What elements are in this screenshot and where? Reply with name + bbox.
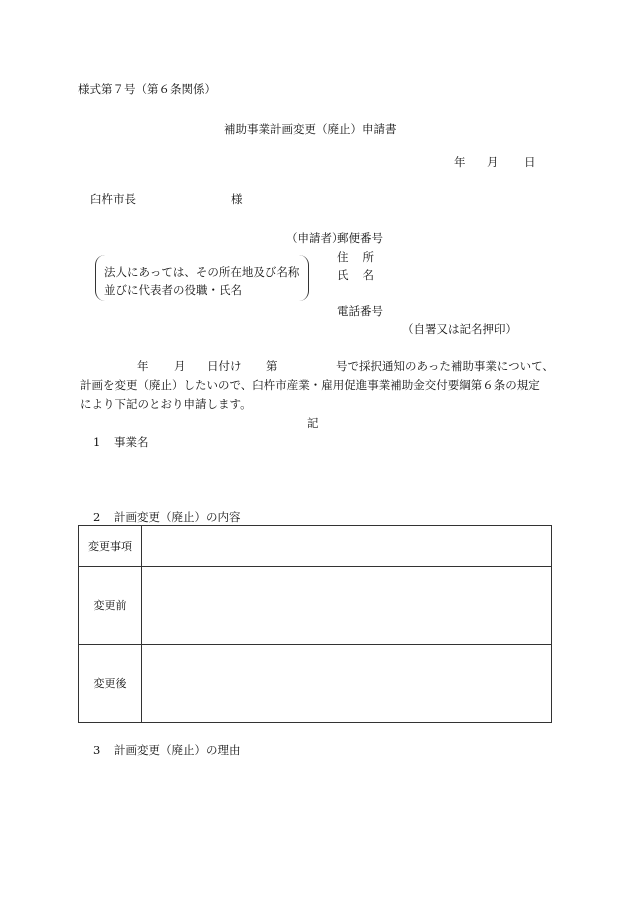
body-month-blank: 月 xyxy=(174,359,186,373)
body-year-blank: 年 xyxy=(137,359,149,373)
ki-heading: 記 xyxy=(307,416,319,430)
document-title: 補助事業計画変更（廃止）申請書 xyxy=(224,122,397,136)
section-heading xyxy=(93,512,241,524)
date-month-label: 月 xyxy=(487,155,499,169)
section-title: 事業名 xyxy=(114,435,149,449)
section-title: 計画変更（廃止）の内容 xyxy=(114,510,241,524)
row-value-cell[interactable] xyxy=(142,645,552,723)
body-number-prefix: 第 xyxy=(266,359,278,373)
signature-note: （自署又は記名押印） xyxy=(402,322,517,336)
body-paragraph-line: 計画を変更（廃止）したいので、臼杵市産業・雇用促進事業補助金交付要綱第６条の規定 xyxy=(80,378,540,392)
section-number: 2 xyxy=(93,510,101,524)
row-value-cell[interactable] xyxy=(142,526,552,567)
address-label: 住所 xyxy=(337,250,388,264)
table-row xyxy=(79,526,552,567)
section-number: 1 xyxy=(93,435,101,449)
section-title: 計画変更（廃止）の理由 xyxy=(114,743,241,757)
row-label: 変更事項 xyxy=(79,526,142,567)
applicant-label: （申請者） xyxy=(286,231,344,245)
body-line1-rest: 号で採択通知のあった補助事業について、 xyxy=(336,359,554,373)
section-heading xyxy=(93,437,149,449)
row-label: 変更前 xyxy=(79,567,142,645)
table-row xyxy=(79,567,552,645)
section-number: 3 xyxy=(93,743,101,757)
date-year-label: 年 xyxy=(454,155,466,169)
body-date-suffix: 日付け xyxy=(207,359,242,373)
corporation-note-line: 法人にあっては、その所在地及び名称 xyxy=(104,265,300,279)
corporation-note-line: 並びに代表者の役職・氏名 xyxy=(104,283,242,297)
body-paragraph-line: により下記のとおり申請します。 xyxy=(80,397,252,411)
table-row xyxy=(79,645,552,723)
name-label: 氏名 xyxy=(337,268,388,282)
row-value-cell[interactable] xyxy=(142,567,552,645)
phone-label: 電話番号 xyxy=(337,304,383,318)
postal-code-label: 郵便番号 xyxy=(337,231,383,245)
section-heading xyxy=(93,745,241,757)
date-day-label: 日 xyxy=(524,155,536,169)
addressee-honorific: 様 xyxy=(231,192,243,206)
addressee-name: 臼杵市長 xyxy=(90,192,136,206)
change-content-table xyxy=(78,525,552,723)
row-label: 変更後 xyxy=(79,645,142,723)
form-number: 様式第７号（第６条関係） xyxy=(78,82,216,96)
